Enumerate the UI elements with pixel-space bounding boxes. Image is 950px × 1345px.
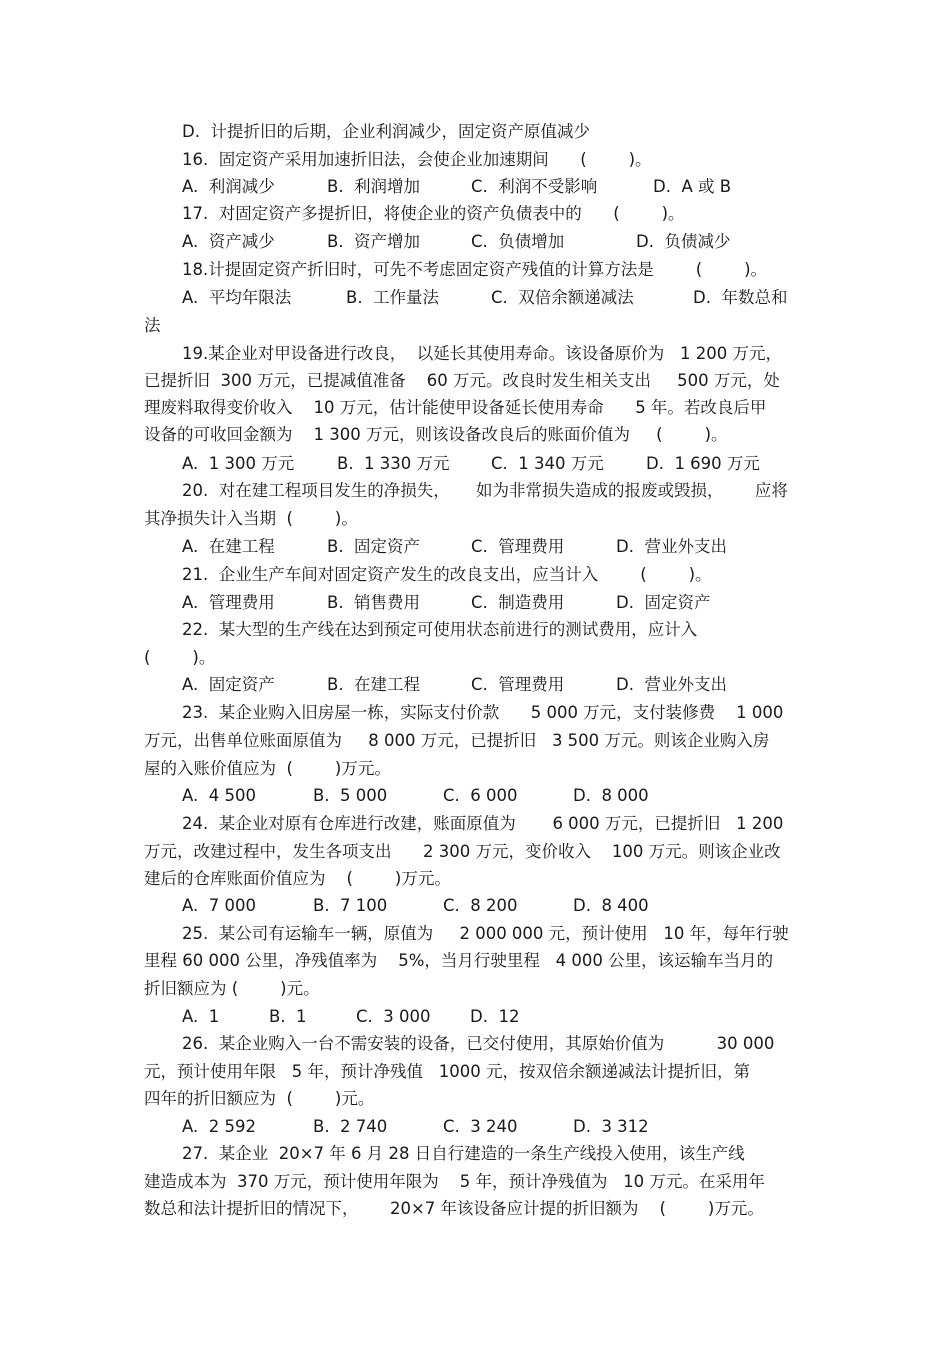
option-c: C. 管理费用 bbox=[471, 537, 565, 556]
option-b: B. 固定资产 bbox=[327, 537, 421, 556]
question-25-line-3: 折旧额应为 ( )元。 bbox=[144, 979, 320, 998]
option-d: D. 3 312 bbox=[573, 1117, 649, 1136]
question-25-options bbox=[0, 1007, 950, 1027]
option-b: B. 资产增加 bbox=[327, 232, 421, 251]
option-a: A. 管理费用 bbox=[182, 593, 275, 612]
option-b: B. 1 330 万元 bbox=[337, 454, 450, 473]
option-c: C. 8 200 bbox=[443, 896, 518, 915]
option-a: A. 利润减少 bbox=[182, 177, 275, 196]
option-d-line: D. 计提折旧的后期，企业利润减少，固定资产原值减少 bbox=[182, 122, 590, 141]
option-a: A. 4 500 bbox=[182, 786, 256, 805]
question-27-line-3: 数总和法计提折旧的情况下， 20×7 年该设备应计提的折旧额为 ( )万元。 bbox=[144, 1199, 764, 1218]
option-b: B. 1 bbox=[269, 1007, 307, 1026]
question-19-line-4: 设备的可收回金额为 1 300 万元，则该设备改良后的账面价值为 ( )。 bbox=[144, 425, 728, 444]
option-d: D. 8 000 bbox=[573, 786, 649, 805]
option-d: D. A 或 B bbox=[653, 177, 732, 196]
question-21: 21. 企业生产车间对固定资产发生的改良支出，应当计入 ( )。 bbox=[182, 565, 712, 584]
question-19-line-3: 理废料取得变价收入 10 万元，估计能使甲设备延长使用寿命 5 年。若改良后甲 bbox=[144, 398, 767, 417]
option-d: D. 12 bbox=[470, 1007, 520, 1026]
question-23-line-2: 万元，出售单位账面原值为 8 000 万元，已提折旧 3 500 万元。则该企业购入房 bbox=[144, 731, 770, 750]
question-27: 27. 某企业 20×7 年 6 月 28 日自行建造的一条生产线投入使用，该生产线 bbox=[182, 1144, 745, 1163]
option-a: A. 2 592 bbox=[182, 1117, 256, 1136]
option-d: D. 8 400 bbox=[573, 896, 649, 915]
question-26: 26. 某企业购入一台不需安装的设备，已交付使用，其原始价值为 30 000 bbox=[182, 1034, 775, 1053]
option-b: B. 7 100 bbox=[313, 896, 388, 915]
option-c: C. 双倍余额递减法 bbox=[491, 288, 634, 307]
option-d: D. 1 690 万元 bbox=[646, 454, 760, 473]
question-22-line-2: ( )。 bbox=[144, 648, 216, 667]
question-24-options bbox=[0, 896, 950, 916]
option-c: C. 6 000 bbox=[443, 786, 518, 805]
option-b: B. 2 740 bbox=[313, 1117, 388, 1136]
question-26-line-2: 元，预计使用年限 5 年，预计净残值 1000 元，按双倍余额递减法计提折旧，第 bbox=[144, 1062, 750, 1081]
question-18: 18.计提固定资产折旧时，可先不考虑固定资产残值的计算方法是 ( )。 bbox=[182, 260, 768, 279]
question-24: 24. 某企业对原有仓库进行改建，账面原值为 6 000 万元，已提折旧 1 200 bbox=[182, 814, 784, 833]
option-d: D. 营业外支出 bbox=[616, 675, 727, 694]
question-16-options bbox=[0, 177, 950, 197]
question-27-line-2: 建造成本为 370 万元，预计使用年限为 5 年，预计净残值为 10 万元。在采用年 bbox=[144, 1172, 765, 1191]
question-26-options bbox=[0, 1117, 950, 1137]
question-24-line-2: 万元，改建过程中，发生各项支出 2 300 万元，变价收入 100 万元。则该企业改 bbox=[144, 842, 781, 861]
option-a: A. 1 300 万元 bbox=[182, 454, 295, 473]
option-b: B. 5 000 bbox=[313, 786, 388, 805]
option-d: D. 固定资产 bbox=[616, 593, 711, 612]
option-b: B. 利润增加 bbox=[327, 177, 421, 196]
question-23-line-3: 屋的入账价值应为 ( )万元。 bbox=[144, 759, 391, 778]
question-23: 23. 某企业购入旧房屋一栋，实际支付价款 5 000 万元，支付装修费 1 000 bbox=[182, 703, 784, 722]
question-18-wrap: 法 bbox=[144, 316, 161, 335]
option-a: A. 7 000 bbox=[182, 896, 256, 915]
question-24-line-3: 建后的仓库账面价值应为 ( )万元。 bbox=[144, 869, 451, 888]
option-c: C. 3 000 bbox=[356, 1007, 431, 1026]
question-25: 25. 某公司有运输车一辆，原值为 2 000 000 元，预计使用 10 年，每年行驶 bbox=[182, 924, 789, 943]
option-a: A. 平均年限法 bbox=[182, 288, 292, 307]
question-26-line-3: 四年的折旧额应为 ( )元。 bbox=[144, 1089, 375, 1108]
option-a: A. 1 bbox=[182, 1007, 220, 1026]
option-c: C. 利润不受影响 bbox=[471, 177, 598, 196]
question-18-options bbox=[0, 288, 950, 308]
option-c: C. 1 340 万元 bbox=[491, 454, 604, 473]
option-d: D. 年数总和 bbox=[693, 288, 788, 307]
option-a: A. 资产减少 bbox=[182, 232, 275, 251]
question-25-line-2: 里程 60 000 公里，净残值率为 5%，当月行驶里程 4 000 公里，该运输车当月的 bbox=[144, 951, 774, 970]
question-22-options bbox=[0, 675, 950, 695]
option-c: C. 3 240 bbox=[443, 1117, 518, 1136]
question-17: 17. 对固定资产多提折旧，将使企业的资产负债表中的 ( )。 bbox=[182, 204, 685, 223]
option-a: A. 固定资产 bbox=[182, 675, 275, 694]
question-21-options bbox=[0, 593, 950, 613]
question-17-options bbox=[0, 232, 950, 252]
option-b: B. 工作量法 bbox=[346, 288, 440, 307]
option-c: C. 管理费用 bbox=[471, 675, 565, 694]
option-d: D. 负债减少 bbox=[636, 232, 731, 251]
question-19-line-2: 已提折旧 300 万元，已提减值准备 60 万元。改良时发生相关支出 500 万元，处 bbox=[144, 371, 780, 390]
option-a: A. 在建工程 bbox=[182, 537, 275, 556]
option-b: B. 销售费用 bbox=[327, 593, 421, 612]
option-c: C. 制造费用 bbox=[471, 593, 565, 612]
question-23-options bbox=[0, 786, 950, 806]
question-19-options bbox=[0, 454, 950, 474]
question-20-options bbox=[0, 537, 950, 557]
question-22: 22. 某大型的生产线在达到预定可使用状态前进行的测试费用，应计入 bbox=[182, 620, 698, 639]
question-19: 19.某企业对甲设备进行改良， 以延长其使用寿命。该设备原价为 1 200 万元， bbox=[182, 344, 782, 363]
question-16: 16. 固定资产采用加速折旧法，会使企业加速期间 ( )。 bbox=[182, 150, 652, 169]
option-c: C. 负债增加 bbox=[471, 232, 565, 251]
question-20: 20. 对在建工程项目发生的净损失， 如为非常损失造成的报废或毁损， 应将 bbox=[182, 481, 788, 500]
question-20-line-2: 其净损失计入当期 ( )。 bbox=[144, 509, 358, 528]
option-b: B. 在建工程 bbox=[327, 675, 421, 694]
option-d: D. 营业外支出 bbox=[616, 537, 727, 556]
